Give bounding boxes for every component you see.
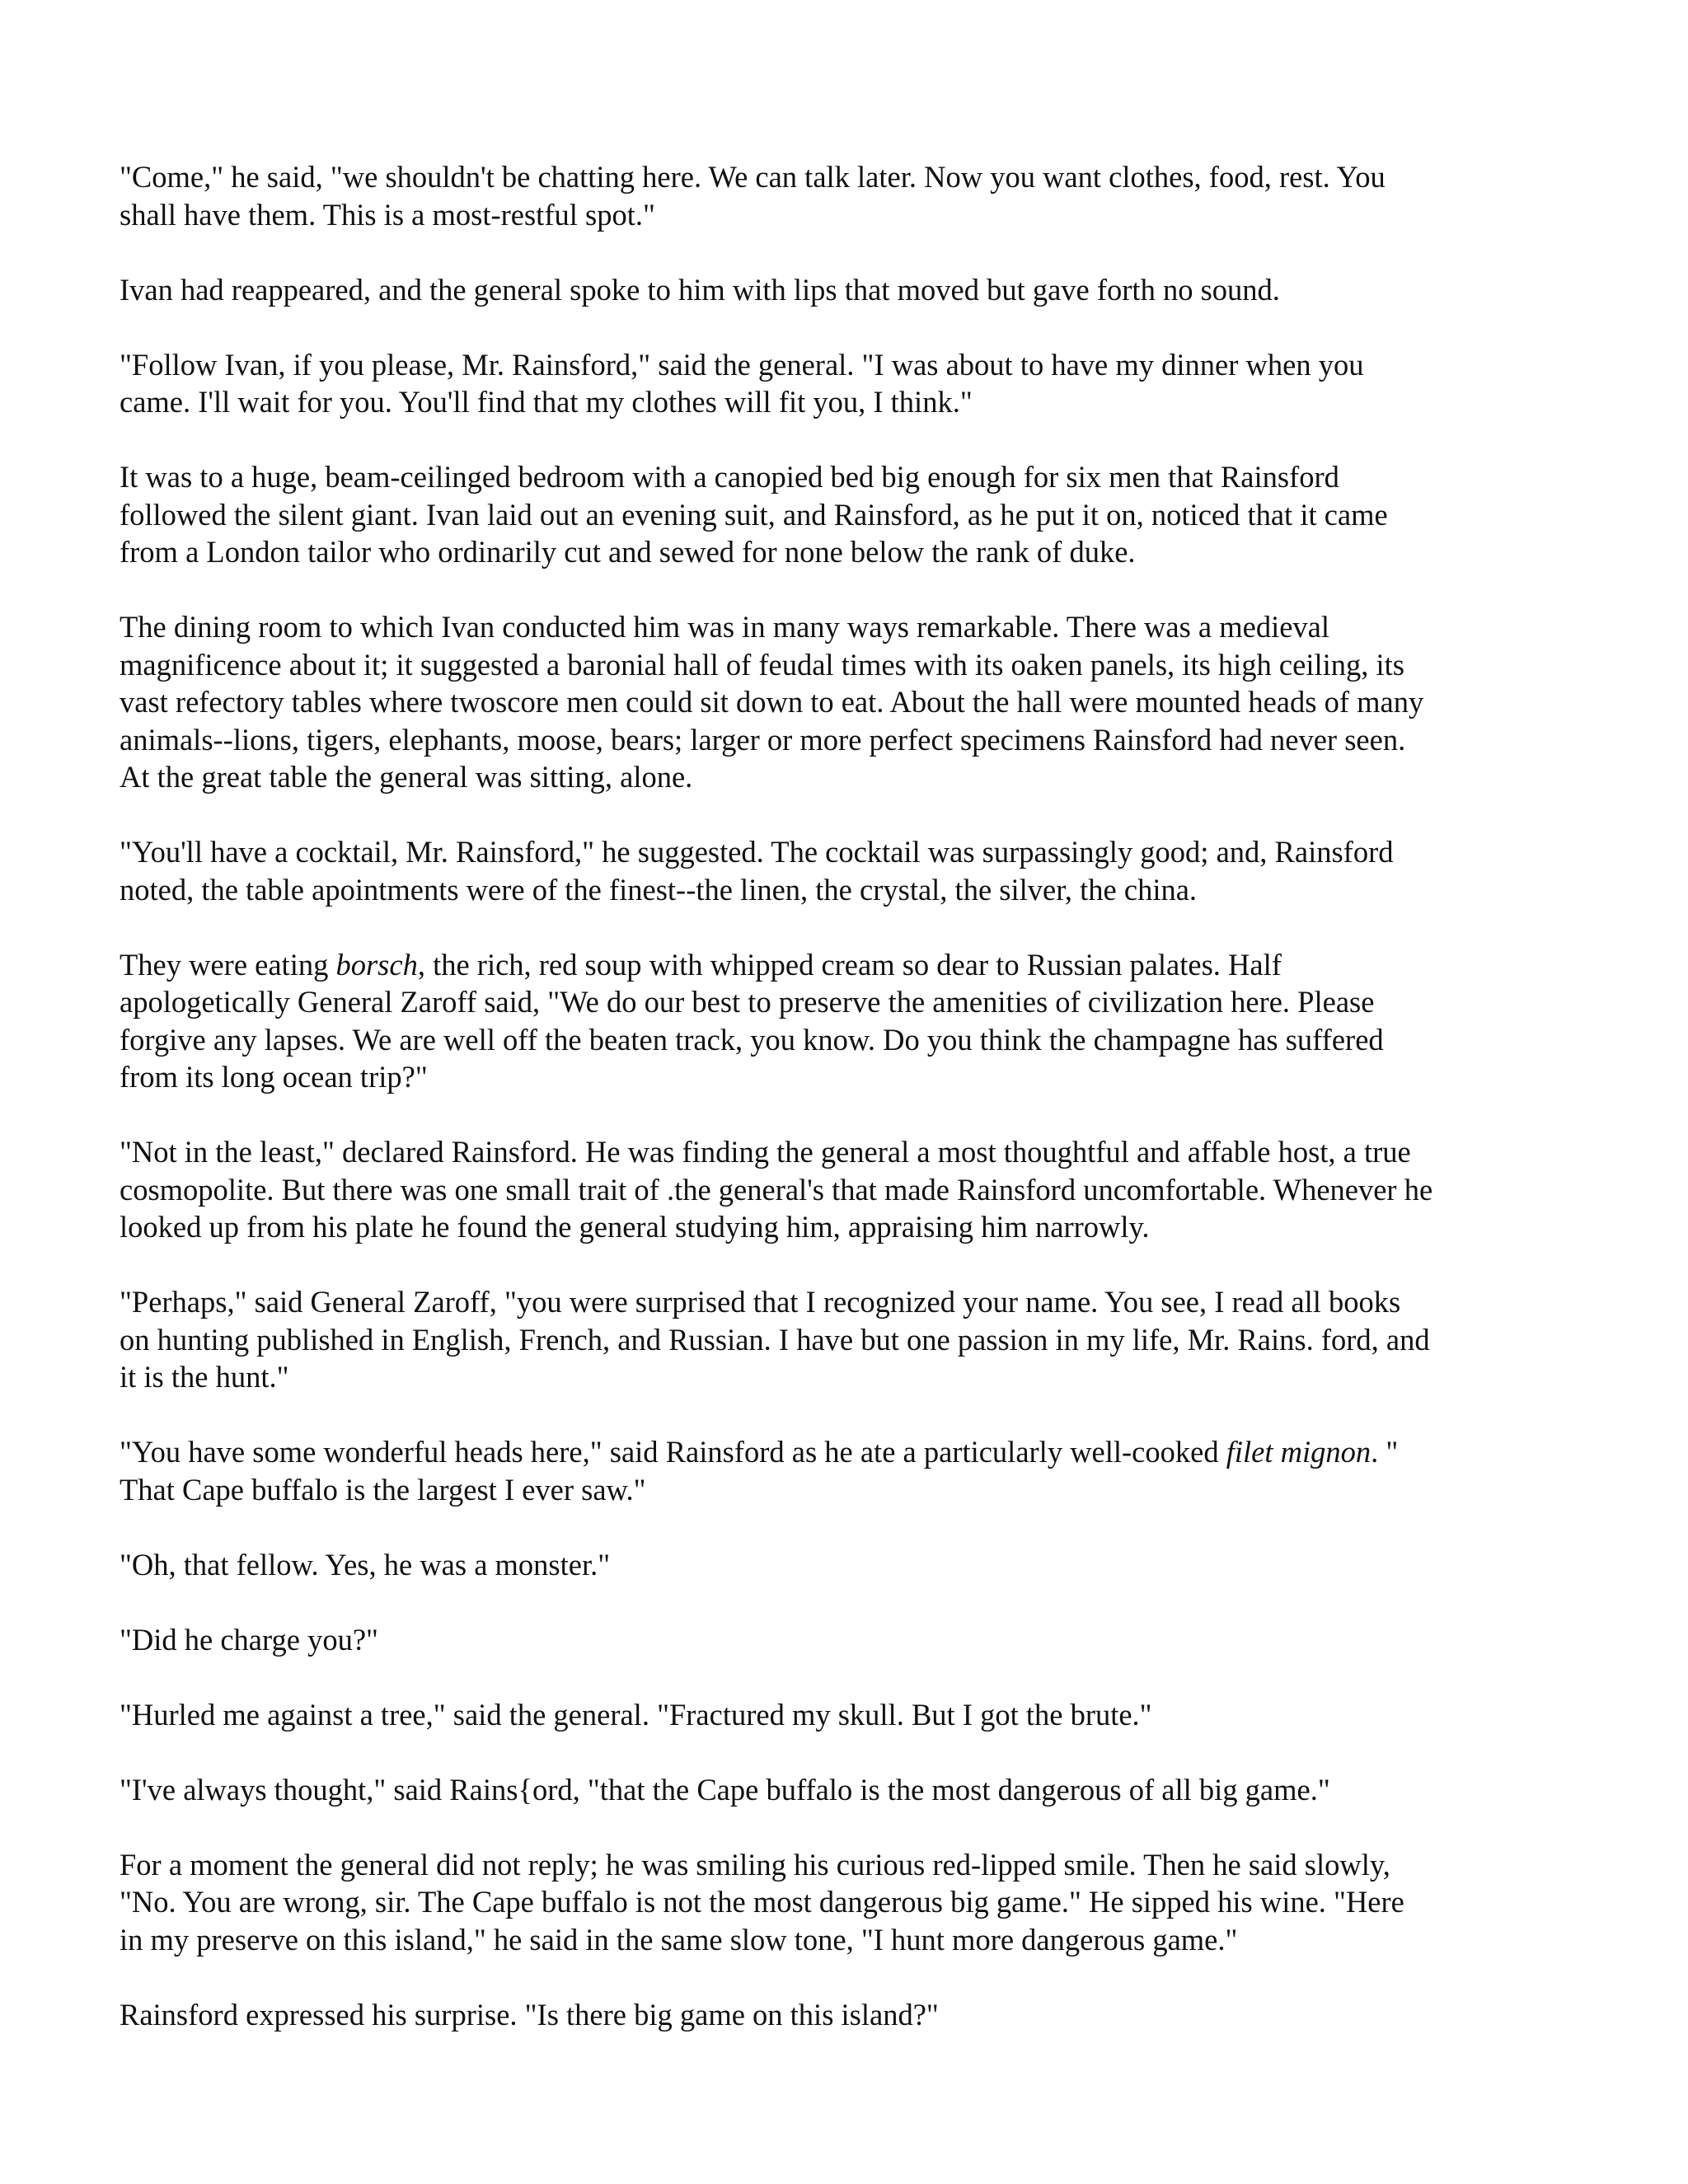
paragraph — [120, 1996, 1578, 2034]
paragraph — [120, 158, 1578, 233]
text-line: "Hurled me against a tree," said the general. "Fractured my skull. But I got the brute." — [120, 1697, 1152, 1732]
text-line: "Did he charge you?" — [120, 1622, 378, 1657]
text-line: Rainsford expressed his surprise. "Is there big game on this island?" — [120, 1997, 939, 2032]
text-line — [120, 946, 1578, 984]
text-run: "You have some wonderful heads here," said Rainsford as he ate a particularly well-cooked — [120, 1435, 1226, 1469]
text-line: from its long ocean trip?" — [120, 1060, 428, 1094]
paragraph — [120, 1433, 1578, 1508]
paragraph — [120, 1133, 1578, 1246]
text-line: It was to a huge, beam-ceilinged bedroom with a canopied bed big enough for six men that Rainsford — [120, 460, 1339, 494]
text-line: it is the hunt." — [120, 1360, 289, 1394]
document-page — [120, 158, 1578, 2033]
paragraph — [120, 1546, 1578, 1584]
text-run: They were eating — [120, 947, 336, 982]
text-line: For a moment the general did not reply; he was smiling his curious red-lipped smile. Then he said slowly, — [120, 1847, 1390, 1882]
text-line: vast refectory tables where twoscore men could sit down to eat. About the hall were mounted heads of many — [120, 685, 1424, 719]
text-line: "Perhaps," said General Zaroff, "you were surprised that I recognized your name. You see, I read all books — [120, 1285, 1401, 1319]
paragraph — [120, 833, 1578, 908]
text-line: noted, the table apointments were of the finest--the linen, the crystal, the silver, the china. — [120, 872, 1198, 907]
text-line: "You'll have a cocktail, Mr. Rainsford," he suggested. The cocktail was surpassingly good; and, Rainsford — [120, 835, 1394, 869]
text-line: looked up from his plate he found the general studying him, appraising him narrowly. — [120, 1210, 1150, 1244]
text-run: , the rich, red soup with whipped cream so dear to Russian palates. Half — [417, 947, 1282, 982]
paragraph — [120, 1846, 1578, 1959]
text-line: animals--lions, tigers, elephants, moose, bears; larger or more perfect specimens Rainsford had never seen. — [120, 722, 1406, 757]
text-line: from a London tailor who ordinarily cut and sewed for none below the rank of duke. — [120, 535, 1136, 569]
text-line: "Follow Ivan, if you please, Mr. Rainsford," said the general. "I was about to have my dinner when you — [120, 347, 1364, 382]
text-line: came. I'll wait for you. You'll find that my clothes will fit you, I think." — [120, 385, 973, 419]
text-run: . " — [1371, 1435, 1399, 1469]
text-line: "Oh, that fellow. Yes, he was a monster." — [120, 1547, 611, 1582]
paragraph — [120, 946, 1578, 1096]
text-line: followed the silent giant. Ivan laid out an evening suit, and Rainsford, as he put it on, noticed that it came — [120, 497, 1388, 532]
text-line: At the great table the general was sitting, alone. — [120, 760, 693, 794]
italic-text: borsch — [335, 947, 418, 982]
text-line — [120, 1433, 1578, 1471]
text-line: on hunting published in English, French, and Russian. I have but one passion in my life, Mr. Rains. ford, and — [120, 1322, 1430, 1357]
italic-text: filet mignon — [1226, 1435, 1372, 1469]
text-line: "I've always thought," said Rains{ord, "that the Cape buffalo is the most dangerous of all big game." — [120, 1772, 1330, 1807]
paragraph — [120, 458, 1578, 571]
text-line: shall have them. This is a most-restful spot." — [120, 197, 655, 232]
text-line: "Not in the least," declared Rainsford. He was finding the general a most thoughtful and affable host, a true — [120, 1135, 1411, 1169]
paragraph — [120, 346, 1578, 421]
text-line: The dining room to which Ivan conducted him was in many ways remarkable. There was a medieval — [120, 610, 1330, 644]
text-line: "No. You are wrong, sir. The Cape buffalo is not the most dangerous big game." He sipped his wine. "Here — [120, 1885, 1404, 1919]
paragraph — [120, 1696, 1578, 1734]
paragraph — [120, 1771, 1578, 1809]
paragraph — [120, 1621, 1578, 1659]
text-line: "Come," he said, "we shouldn't be chatting here. We can talk later. Now you want clothes, food, rest. You — [120, 160, 1386, 194]
paragraph — [120, 608, 1578, 796]
text-line: in my preserve on this island," he said in the same slow tone, "I hunt more dangerous game." — [120, 1922, 1238, 1957]
paragraph — [120, 1283, 1578, 1396]
text-line: That Cape buffalo is the largest I ever saw." — [120, 1472, 646, 1507]
text-line: apologetically General Zaroff said, "We do our best to preserve the amenities of civilization here. Please — [120, 985, 1375, 1019]
paragraph — [120, 271, 1578, 309]
text-line: forgive any lapses. We are well off the beaten track, you know. Do you think the champagne has suffered — [120, 1022, 1384, 1057]
text-line: magnificence about it; it suggested a baronial hall of feudal times with its oaken panels, its high ceiling, its — [120, 647, 1404, 682]
text-line: cosmopolite. But there was one small trait of .the general's that made Rainsford uncomfortable. Whenever he — [120, 1172, 1433, 1207]
text-line: Ivan had reappeared, and the general spoke to him with lips that moved but gave forth no sound. — [120, 272, 1280, 307]
